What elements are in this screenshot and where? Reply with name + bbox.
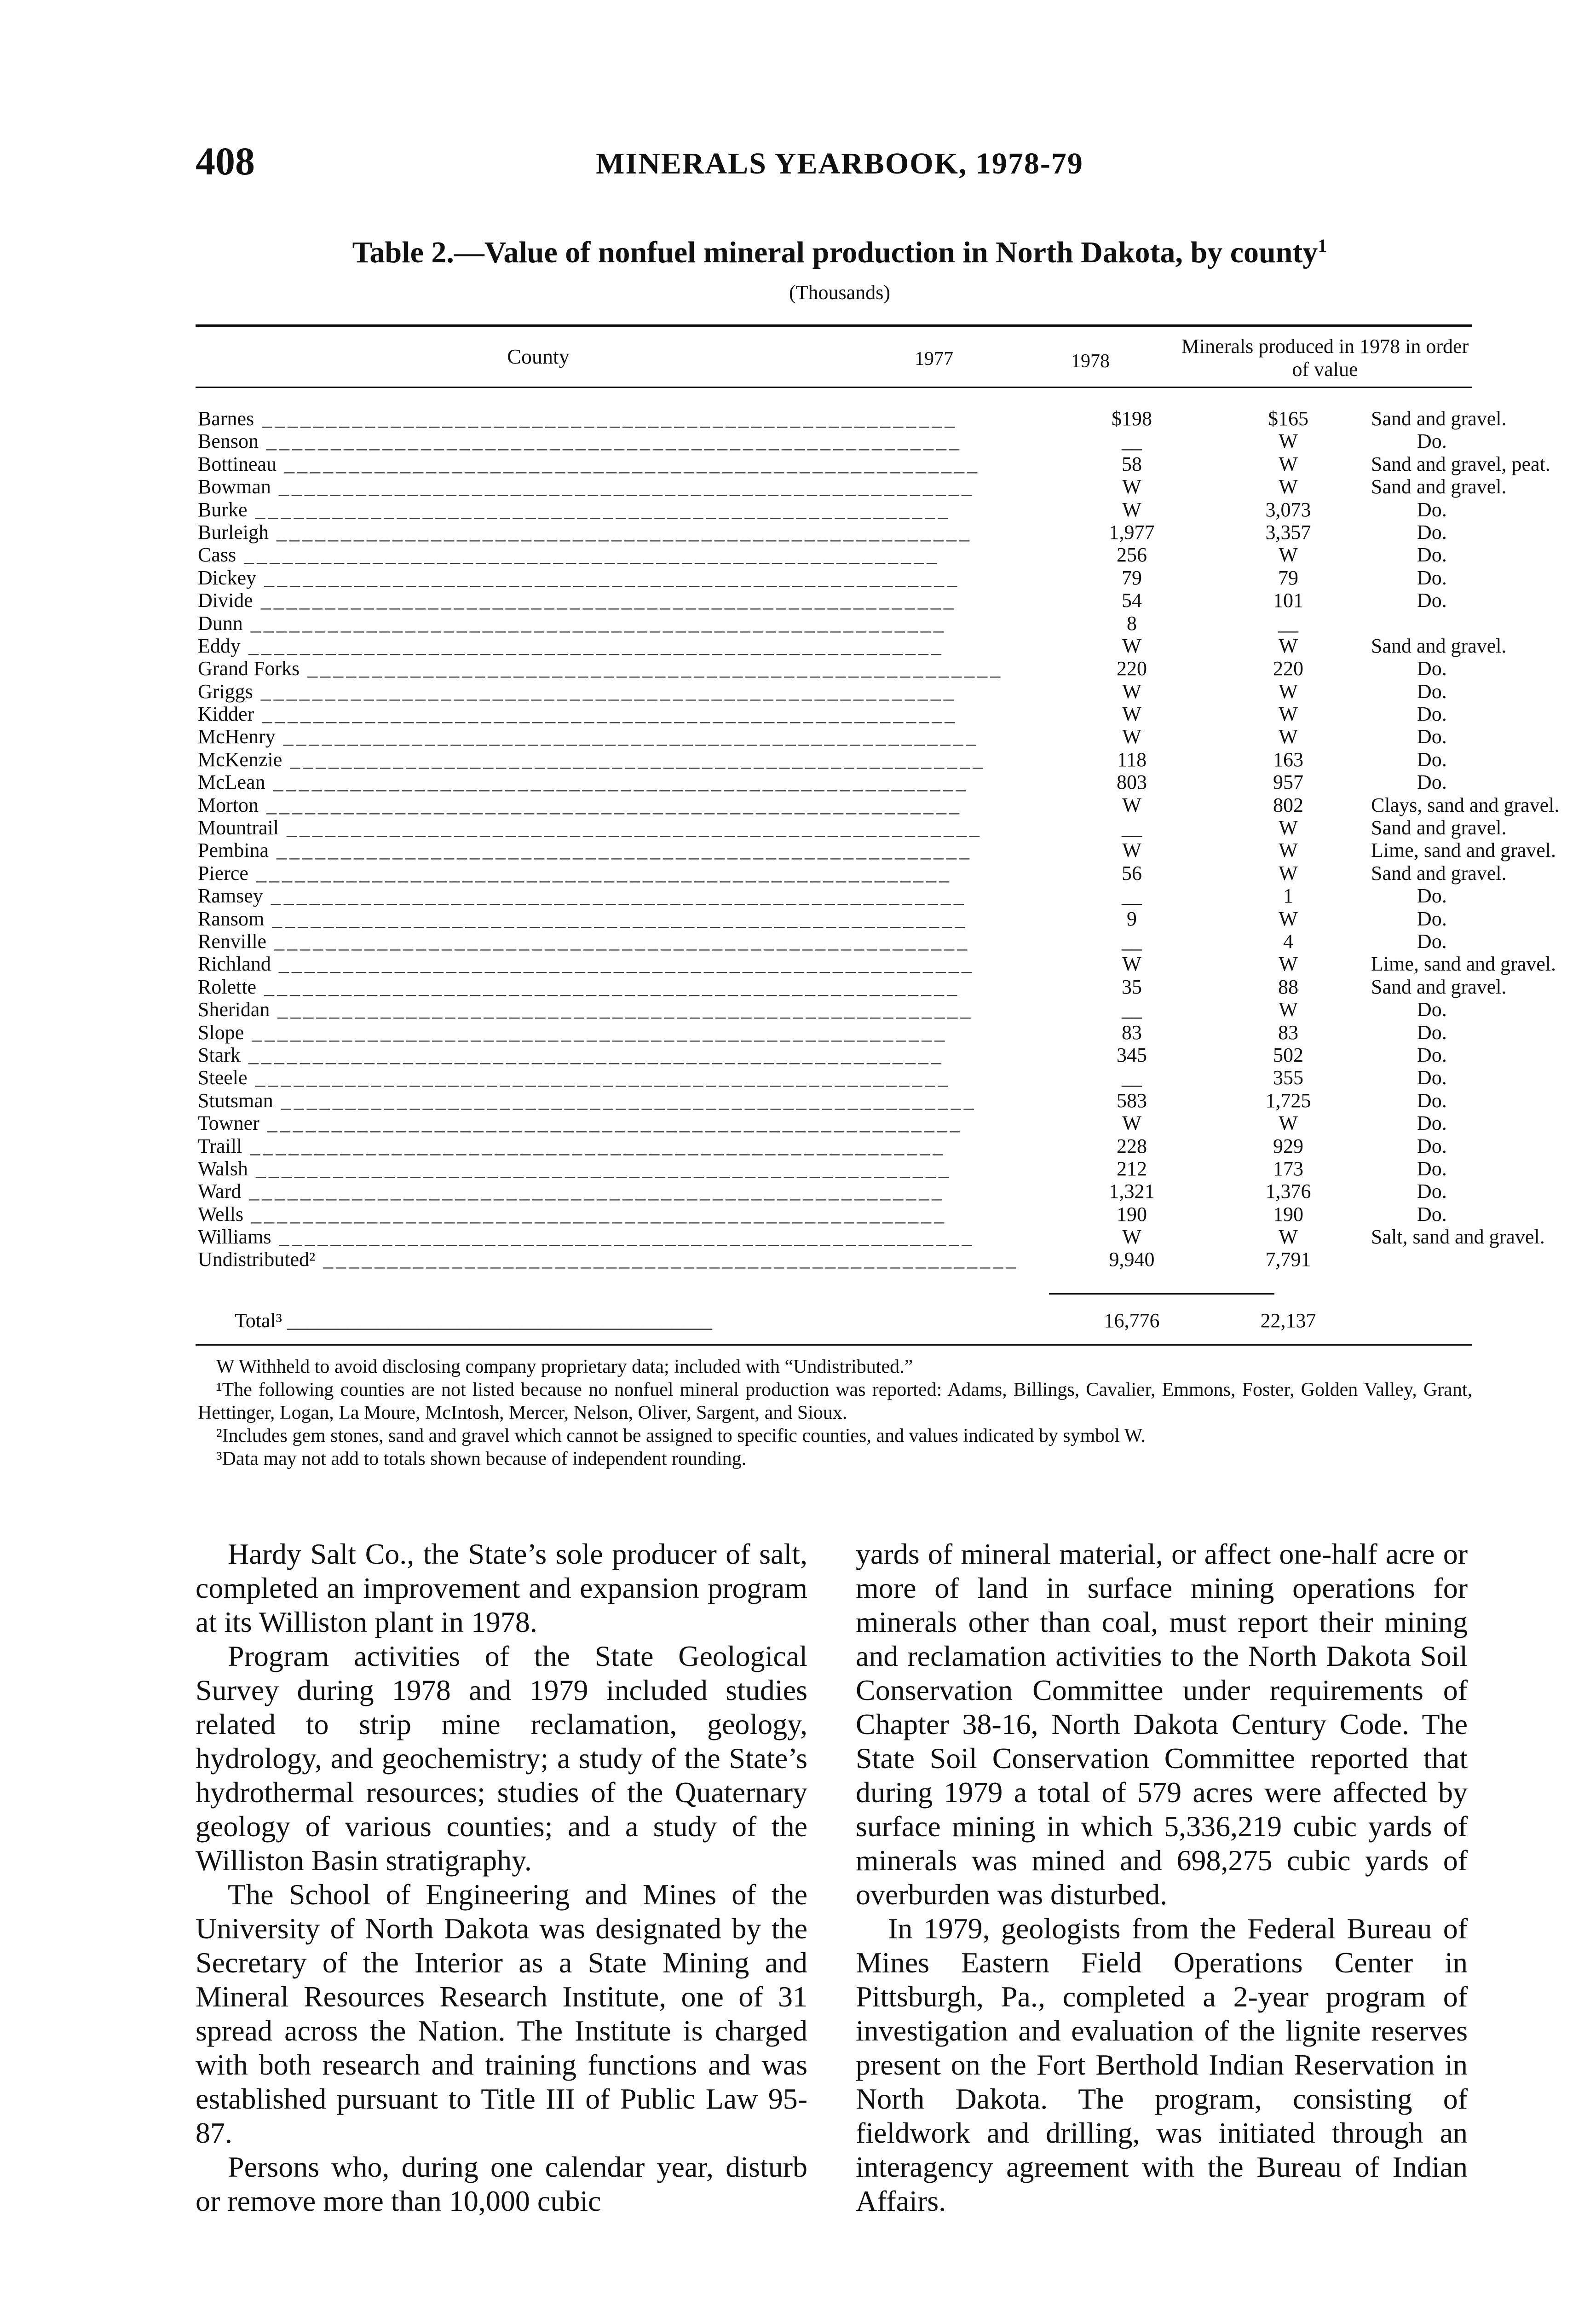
minerals-produced: Do.: [1417, 566, 1447, 589]
county-name-text: Cass: [198, 543, 236, 567]
minerals-produced: Sand and gravel.: [1371, 475, 1507, 498]
value-1978: W: [1279, 816, 1298, 839]
county-name: Barnes ______________________________________________________: [198, 407, 958, 430]
value-1977: 228: [1117, 1134, 1147, 1157]
county-name: Steele ______________________________________________________: [198, 1066, 951, 1089]
county-name: Stark ______________________________________________________: [198, 1043, 944, 1066]
minerals-produced: Do.: [1417, 998, 1447, 1021]
value-1977: 54: [1122, 589, 1142, 612]
county-name: Renville ______________________________________________________: [198, 930, 970, 953]
value-1977: 9,940: [1109, 1248, 1155, 1271]
county-name: Bowman ______________________________________________________: [198, 475, 974, 498]
county-name: Rolette ______________________________________________________: [198, 975, 960, 998]
minerals-produced: Do.: [1417, 1066, 1447, 1089]
value-1977: W: [1122, 1226, 1141, 1249]
minerals-produced: Do.: [1417, 680, 1447, 703]
county-name: Grand Forks ______________________________________________________: [198, 657, 1003, 680]
minerals-produced: Sand and gravel.: [1371, 407, 1507, 430]
county-name-text: Pierce: [198, 861, 248, 885]
table-row: [198, 1226, 1545, 1249]
value-1977: W: [1122, 793, 1141, 816]
value-1978: 3,073: [1265, 498, 1311, 521]
column-header-minerals: Minerals produced in 1978 in order of value: [1181, 335, 1469, 381]
county-name: Cass ______________________________________________________: [198, 543, 940, 567]
value-1977: __: [1122, 430, 1142, 453]
table-header-rule: [196, 387, 1472, 388]
minerals-produced: Do.: [1417, 543, 1447, 567]
value-1977: W: [1122, 475, 1141, 498]
value-1977: 220: [1117, 657, 1147, 680]
table-row: [198, 861, 1507, 885]
value-1977: W: [1122, 680, 1141, 703]
running-head: [196, 138, 1484, 189]
value-1977: 35: [1122, 975, 1142, 998]
county-name: Ransom ______________________________________________________: [198, 907, 968, 930]
minerals-produced: Do.: [1417, 725, 1447, 748]
county-name-text: Richland: [198, 953, 271, 976]
value-1977: W: [1122, 634, 1141, 657]
county-name-text: Rolette: [198, 975, 257, 998]
table-row: [198, 567, 1472, 589]
county-name: Stutsman ______________________________________________________: [198, 1089, 977, 1112]
table-footnotes: [198, 1355, 1472, 1470]
minerals-produced: Sand and gravel.: [1371, 634, 1507, 657]
county-name: Kidder ______________________________________________________: [198, 703, 958, 726]
table-top-rule: [196, 324, 1472, 327]
county-name-text: Morton: [198, 793, 259, 816]
value-1978: W: [1279, 1112, 1298, 1135]
table-row: [198, 407, 1507, 430]
body-paragraph: Persons who, during one calendar year, disturb or remove more than 10,000 cubic: [196, 2151, 807, 2217]
value-1977: 1,321: [1109, 1180, 1155, 1203]
county-name: McKenzie ______________________________________________________: [198, 748, 986, 771]
table-row: [198, 543, 1472, 566]
value-1978: 502: [1273, 1043, 1303, 1066]
county-name-text: Stark: [198, 1043, 241, 1066]
table-row: [198, 612, 1472, 635]
value-1978: W: [1279, 1226, 1298, 1249]
county-name: Ward ______________________________________________________: [198, 1180, 945, 1203]
county-name-text: Stutsman: [198, 1089, 273, 1112]
column-header-1977: 1977: [915, 348, 953, 370]
county-name-text: Burleigh: [198, 520, 269, 543]
county-name: Pierce ______________________________________________________: [198, 861, 952, 885]
page-number: 408: [196, 139, 255, 183]
value-1978: 957: [1273, 771, 1303, 794]
table-row: [198, 1135, 1472, 1157]
county-name: Pembina ______________________________________________________: [198, 839, 972, 862]
county-name: Ramsey ______________________________________________________: [198, 885, 967, 908]
footnote: ¹The following counties are not listed because no nonfuel mineral production was reported: Adams, Billings, Cavalier, Emmons, Foster, Golden Valley, Grant, Hettinger, Logan, La Moure, McIntosh, Mercer, Nelson, Oliver, Sargent, and Sioux.: [198, 1379, 1472, 1423]
value-1978: 7,791: [1265, 1248, 1311, 1271]
minerals-produced: Do.: [1417, 657, 1447, 680]
value-1978: 1,725: [1265, 1089, 1311, 1112]
value-1978: W: [1279, 634, 1298, 657]
value-1977: __: [1122, 930, 1142, 953]
value-1978: W: [1279, 680, 1298, 703]
minerals-produced: Do.: [1417, 520, 1447, 543]
total-label: Total³ __________________________________________: [235, 1309, 712, 1332]
county-name-text: Barnes: [198, 407, 254, 430]
county-name-text: Ransom: [198, 907, 265, 930]
table-row: [198, 1112, 1472, 1134]
table-row: [198, 657, 1472, 680]
county-name-text: Kidder: [198, 703, 254, 726]
minerals-produced: Do.: [1417, 498, 1447, 521]
journal-title: MINERALS YEARBOOK, 1978-79: [596, 147, 1083, 180]
value-1978: 1: [1283, 885, 1293, 908]
table-row: [198, 521, 1472, 543]
value-1977: W: [1122, 1112, 1141, 1135]
value-1977: 345: [1117, 1043, 1147, 1066]
minerals-produced: Do.: [1417, 1180, 1447, 1203]
county-name: Griggs ______________________________________________________: [198, 680, 956, 703]
minerals-produced: Clays, sand and gravel.: [1371, 793, 1560, 816]
footnote: ³Data may not add to totals shown because of independent rounding.: [216, 1448, 747, 1469]
value-1978: 163: [1273, 748, 1303, 771]
county-name: Burke ______________________________________________________: [198, 498, 951, 521]
value-1978: W: [1279, 452, 1298, 475]
value-1978: W: [1279, 430, 1298, 453]
value-1978: 1,376: [1265, 1180, 1311, 1203]
body-paragraph: Program activities of the State Geological Survey during 1978 and 1979 included studies related to strip mine reclamation, geology, hydrology, and geochemistry; a study of the State’s hydrothermal resources; studies of the Quaternary geology of various counties; and a study of the Williston Basin stratigraphy.: [196, 1640, 807, 1877]
value-1978: 3,357: [1265, 520, 1311, 543]
table-row: [198, 1089, 1472, 1112]
minerals-produced: Sand and gravel, peat.: [1371, 452, 1550, 475]
value-1977: W: [1122, 703, 1141, 726]
value-1978: 173: [1273, 1157, 1303, 1180]
table-row: [198, 1248, 1472, 1271]
body-column-left: [196, 1537, 807, 2218]
value-1978: 220: [1273, 657, 1303, 680]
county-name: Morton ______________________________________________________: [198, 793, 962, 816]
county-name: Wells ______________________________________________________: [198, 1203, 947, 1226]
table-row: [198, 475, 1507, 498]
county-name: Slope ______________________________________________________: [198, 1021, 948, 1044]
table-row: [198, 498, 1472, 521]
table-row: [198, 816, 1507, 839]
body-column-right: [856, 1537, 1468, 2218]
table-row: [198, 930, 1472, 953]
value-1977: 583: [1117, 1089, 1147, 1112]
table-row: [198, 953, 1556, 976]
table-row: [198, 1157, 1472, 1180]
table-row: [198, 885, 1472, 907]
county-name: Mountrail ______________________________________________________: [198, 816, 982, 839]
county-name: Sheridan ______________________________________________________: [198, 998, 974, 1021]
county-name-text: Towner: [198, 1112, 259, 1135]
county-name-text: Walsh: [198, 1157, 248, 1180]
minerals-produced: Do.: [1417, 885, 1447, 908]
table-row: [198, 452, 1550, 475]
minerals-produced: Do.: [1417, 589, 1447, 612]
table-row: [198, 793, 1560, 816]
county-name-text: Ramsey: [198, 885, 263, 908]
minerals-produced: Do.: [1417, 430, 1447, 453]
county-name-text: Benson: [198, 430, 259, 453]
sum-rule: [1049, 1293, 1274, 1295]
table-title-text: Table 2.—Value of nonfuel mineral production in North Dakota, by county: [352, 236, 1318, 269]
minerals-produced: Do.: [1417, 1203, 1447, 1226]
table-row: [198, 634, 1507, 657]
value-1977: 256: [1117, 543, 1147, 567]
county-name-text: Bottineau: [198, 452, 277, 475]
value-1978: W: [1279, 543, 1298, 567]
value-1978: W: [1279, 725, 1298, 748]
body-paragraph: yards of mineral material, or affect one-half acre or more of land in surface mining operations for minerals other than coal, must report their mining and reclamation activities to the North Dakota Soil Conservation Committee under requirements of Chapter 38-16, North Dakota Century Code. The State Soil Conservation Committee reported that during 1979 a total of 579 acres were affected by surface mining in which 5,336,219 cubic yards of minerals was mined and 698,275 cubic yards of overburden was disturbed.: [856, 1538, 1468, 1911]
table-row: [198, 771, 1472, 793]
table-body: [198, 407, 1560, 1271]
table-row: [198, 975, 1507, 998]
county-name-text: Dickey: [198, 566, 257, 589]
county-name-text: Traill: [198, 1134, 242, 1157]
table-row: [198, 680, 1472, 703]
value-1977: 1,977: [1109, 520, 1155, 543]
minerals-produced: Do.: [1417, 1134, 1447, 1157]
county-name-text: Slope: [198, 1021, 244, 1044]
value-1978: 355: [1273, 1066, 1303, 1089]
value-1977: W: [1122, 839, 1141, 862]
value-1977: 8: [1127, 612, 1137, 635]
value-1978: 929: [1273, 1134, 1303, 1157]
table-row: [198, 748, 1472, 771]
value-1977: W: [1122, 498, 1141, 521]
table-row: [198, 998, 1472, 1021]
value-1978: W: [1279, 475, 1298, 498]
county-name-text: Mountrail: [198, 816, 279, 839]
county-name: Dunn ______________________________________________________: [198, 612, 946, 635]
minerals-produced: Do.: [1417, 907, 1447, 930]
county-name-text: Pembina: [198, 839, 269, 862]
table-row: [198, 1066, 1472, 1089]
county-name: McHenry ______________________________________________________: [198, 725, 979, 748]
value-1977: 56: [1122, 861, 1142, 885]
table-total-row: [198, 1307, 1472, 1335]
minerals-produced: Sand and gravel.: [1371, 975, 1507, 998]
minerals-produced: Do.: [1417, 1089, 1447, 1112]
county-name-text: Burke: [198, 498, 248, 521]
county-name-text: Grand Forks: [198, 657, 300, 680]
value-1977: 58: [1122, 452, 1142, 475]
county-name: Undistributed² ______________________________________________________: [198, 1248, 1019, 1271]
minerals-produced: Do.: [1417, 1021, 1447, 1044]
county-name-text: Griggs: [198, 680, 253, 703]
table-row: [198, 1203, 1472, 1226]
value-1978: __: [1278, 612, 1298, 635]
table-row: [198, 1021, 1472, 1044]
minerals-produced: Do.: [1417, 703, 1447, 726]
county-name: Burleigh ______________________________________________________: [198, 520, 972, 543]
county-name-text: Renville: [198, 930, 267, 953]
table-row: [198, 1044, 1472, 1066]
minerals-produced: Do.: [1417, 1157, 1447, 1180]
table-row: [198, 1180, 1472, 1203]
value-1978: 101: [1273, 589, 1303, 612]
footnote: W Withheld to avoid disclosing company proprietary data; included with “Undistributed.”: [216, 1356, 913, 1377]
total-1978: 22,137: [1260, 1309, 1316, 1332]
county-name-text: McKenzie: [198, 748, 282, 771]
minerals-produced: Sand and gravel.: [1371, 816, 1507, 839]
value-1977: __: [1122, 998, 1142, 1021]
total-label-text: Total³: [235, 1309, 282, 1332]
county-name-text: Bowman: [198, 475, 271, 498]
county-name: Divide ______________________________________________________: [198, 589, 956, 612]
value-1977: 212: [1117, 1157, 1147, 1180]
table-row: [198, 703, 1472, 725]
county-name: Dickey ______________________________________________________: [198, 566, 960, 589]
minerals-produced: Salt, sand and gravel.: [1371, 1226, 1545, 1249]
minerals-produced: Do.: [1417, 1043, 1447, 1066]
table-row: [198, 725, 1472, 748]
value-1977: W: [1122, 953, 1141, 976]
county-name-text: Wells: [198, 1203, 244, 1226]
table-row: [198, 839, 1556, 862]
county-name-text: Divide: [198, 589, 253, 612]
column-header-county: County: [507, 345, 570, 368]
column-header-1978: 1978: [1071, 351, 1110, 372]
value-1978: 190: [1273, 1203, 1303, 1226]
county-name-text: McLean: [198, 771, 265, 794]
county-name: Eddy ______________________________________________________: [198, 634, 944, 657]
minerals-produced: Lime, sand and gravel.: [1371, 953, 1556, 976]
value-1977: 79: [1122, 566, 1142, 589]
county-name-text: Undistributed²: [198, 1248, 316, 1271]
value-1977: 83: [1122, 1021, 1142, 1044]
county-name: Walsh ______________________________________________________: [198, 1157, 951, 1180]
value-1978: W: [1279, 907, 1298, 930]
value-1978: 79: [1278, 566, 1298, 589]
county-name: Williams ______________________________________________________: [198, 1226, 975, 1249]
table-row: [198, 908, 1472, 930]
minerals-produced: Do.: [1417, 748, 1447, 771]
body-paragraph: The School of Engineering and Mines of the University of North Dakota was designated by the Secretary of the Interior as a State Mining and Mineral Resources Research Institute, one of 31 spread across the Nation. The Institute is charged with both research and training functions and was established pursuant to Title III of Public Law 95-87.: [196, 1878, 807, 2149]
value-1977: 803: [1117, 771, 1147, 794]
value-1977: 190: [1117, 1203, 1147, 1226]
county-name: Richland ______________________________________________________: [198, 953, 974, 976]
value-1978: 802: [1273, 793, 1303, 816]
county-name: Bottineau ______________________________________________________: [198, 452, 980, 475]
value-1978: 4: [1283, 930, 1293, 953]
table-row: [198, 430, 1472, 452]
county-name-text: Steele: [198, 1066, 248, 1089]
value-1978: 83: [1278, 1021, 1298, 1044]
value-1978: W: [1279, 861, 1298, 885]
value-1977: 9: [1127, 907, 1137, 930]
table-bottom-rule: [196, 1344, 1472, 1346]
value-1978: W: [1279, 953, 1298, 976]
county-name-text: Eddy: [198, 634, 241, 657]
minerals-produced: Sand and gravel.: [1371, 861, 1507, 885]
minerals-produced: Lime, sand and gravel.: [1371, 839, 1556, 862]
value-1978: 88: [1278, 975, 1298, 998]
value-1978: $165: [1268, 407, 1308, 430]
value-1977: __: [1122, 885, 1142, 908]
county-name: Traill ______________________________________________________: [198, 1134, 946, 1157]
county-name-text: Dunn: [198, 612, 243, 635]
value-1977: __: [1122, 816, 1142, 839]
total-1977: 16,776: [1104, 1309, 1160, 1332]
table-row: [198, 589, 1472, 612]
minerals-produced: Do.: [1417, 771, 1447, 794]
table-title: [196, 235, 1484, 270]
county-name-text: Sheridan: [198, 998, 270, 1021]
body-paragraph: In 1979, geologists from the Federal Bureau of Mines Eastern Field Operations Center in Pittsburgh, Pa., completed a 2-year program of investigation and evaluation of the lignite reserves present on the Fort Berthold Indian Reservation in North Dakota. The program, consisting of fieldwork and drilling, was initiated through an interagency agreement with the Bureau of Indian Affairs.: [856, 1912, 1468, 2217]
value-1978: W: [1279, 839, 1298, 862]
footnote: ²Includes gem stones, sand and gravel which cannot be assigned to specific counties, and values indicated by symbol W.: [216, 1425, 1146, 1446]
county-name: McLean ______________________________________________________: [198, 771, 969, 794]
county-name-text: Williams: [198, 1226, 271, 1249]
minerals-produced: Do.: [1417, 930, 1447, 953]
value-1977: 118: [1117, 748, 1147, 771]
county-name-text: McHenry: [198, 725, 276, 748]
value-1978: W: [1279, 998, 1298, 1021]
minerals-produced: Do.: [1417, 1112, 1447, 1135]
value-1977: W: [1122, 725, 1141, 748]
value-1977: $198: [1112, 407, 1152, 430]
table-title-footnote-mark: 1: [1318, 235, 1327, 256]
county-name: Towner ______________________________________________________: [198, 1112, 963, 1135]
value-1978: W: [1279, 703, 1298, 726]
value-1977: __: [1122, 1066, 1142, 1089]
county-name-text: Ward: [198, 1180, 242, 1203]
body-paragraph: Hardy Salt Co., the State’s sole producer of salt, completed an improvement and expansion program at its Williston plant in 1978.: [196, 1538, 807, 1638]
county-name: Benson ______________________________________________________: [198, 430, 962, 453]
table-subtitle: (Thousands): [789, 281, 890, 304]
